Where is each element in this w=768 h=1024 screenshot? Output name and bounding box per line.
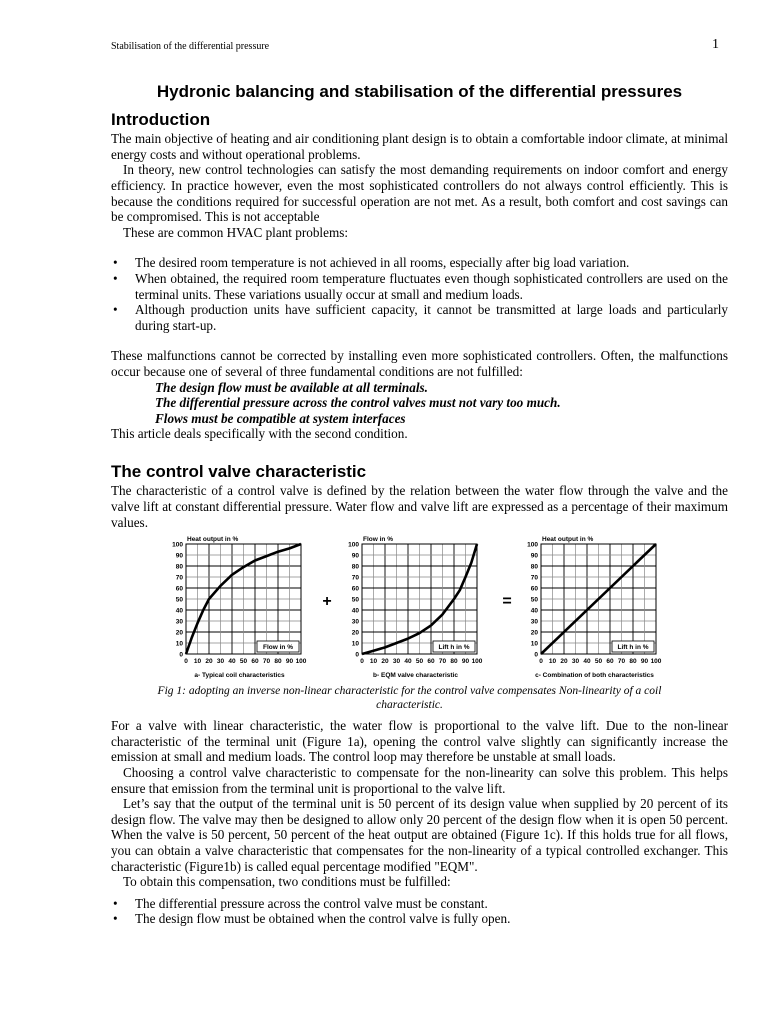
x-tick-label: 80 (629, 658, 637, 666)
y-tick-label: 40 (351, 607, 359, 615)
figure-caption: Fig 1: adopting an inverse non-linear characteristic for the control valve compensates Non-linearity of a coil characteristic. (157, 685, 662, 712)
y-tick-label: 80 (530, 563, 538, 571)
x-tick-label: 100 (650, 658, 662, 666)
y-tick-label: 60 (530, 585, 538, 593)
problem-list (111, 255, 728, 333)
x-tick-label: 80 (274, 658, 282, 666)
paragraph: Let’s say that the output of the terminal unit is 50 percent of its design value when supplied by 20 percent of its design flow. The valve may then be designed to allow only 20 percent of the design flow when it is open 50 percent. When the valve is 50 percent, 50 percent of the heat output are obtained (Figure 1c). If this holds true for all flows, you can obtain a valve characteristic that compensates for the non-linearity of a typical controlled exchanger. This characteristic (Figure1b) is called equal percentage modified "EQM". (111, 796, 728, 874)
plus-sign: + (322, 593, 332, 611)
equals-sign: = (502, 593, 512, 611)
x-tick-label: 90 (640, 658, 649, 666)
x-tick-label: 50 (415, 658, 424, 666)
x-tick-label: 40 (583, 658, 591, 666)
y-tick-label: 50 (351, 596, 359, 604)
y-tick-label: 30 (351, 618, 359, 626)
x-tick-label: 20 (560, 658, 568, 666)
x-tick-label: 80 (450, 658, 458, 666)
paragraph: Choosing a control valve characteristic to compensate for the non-linearity can solve this problem. This helps ensure that emission from the terminal unit is proportional to the valve lift. (111, 765, 728, 796)
x-tick-label: 30 (216, 658, 225, 666)
x-tick-label: 60 (427, 658, 435, 666)
y-tick-label: 40 (530, 607, 538, 615)
running-header: Stabilisation of the differential pressure (111, 41, 270, 52)
x-tick-label: 50 (239, 658, 248, 666)
y-tick-label: 90 (530, 552, 538, 560)
section-heading-control-valve: The control valve characteristic (111, 461, 367, 481)
y-tick-label: 60 (351, 585, 359, 593)
x-tick-label: 40 (228, 658, 236, 666)
x-tick-label: 50 (594, 658, 603, 666)
y-tick-label: 100 (527, 541, 538, 549)
x-tick-label: 20 (205, 658, 213, 666)
x-axis-label: Flow in % (263, 644, 293, 652)
y-axis-label: Heat output in % (542, 536, 594, 544)
condition: The differential pressure across the control valves must not vary too much. (155, 395, 561, 411)
x-tick-label: 0 (184, 658, 188, 666)
x-tick-label: 30 (571, 658, 580, 666)
y-tick-label: 0 (355, 651, 359, 659)
x-tick-label: 70 (438, 658, 447, 666)
y-tick-label: 90 (175, 552, 183, 560)
figure-1 (0, 530, 768, 680)
chart-b (348, 536, 483, 679)
y-tick-label: 100 (348, 541, 359, 549)
x-tick-label: 70 (617, 658, 626, 666)
y-axis-label: Flow in % (363, 536, 393, 544)
x-axis-label: Lift h in % (617, 644, 649, 652)
chart-a (172, 536, 307, 679)
y-tick-label: 80 (175, 563, 183, 571)
y-axis-label: Heat output in % (187, 536, 239, 544)
x-tick-label: 90 (461, 658, 470, 666)
paragraph: To obtain this compensation, two conditions must be fulfilled: (123, 874, 451, 890)
paragraph: These malfunctions cannot be corrected by installing even more sophisticated controllers. Often, the malfunctions occur because one of several of three fundamental conditions are not fulfilled: (111, 348, 728, 379)
y-tick-label: 70 (351, 574, 359, 582)
y-tick-label: 70 (175, 574, 183, 582)
paragraph: The main objective of heating and air conditioning plant design is to obtain a comfortable indoor climate, at minimal energy costs and without operational problems. (111, 131, 728, 162)
y-tick-label: 10 (530, 640, 538, 648)
x-tick-label: 70 (262, 658, 271, 666)
x-axis-label: Lift h in % (438, 644, 470, 652)
y-tick-label: 60 (175, 585, 183, 593)
list-item: • The differential pressure across the control valve must be constant. (111, 896, 728, 912)
x-tick-label: 30 (392, 658, 401, 666)
y-tick-label: 100 (172, 541, 183, 549)
x-tick-label: 0 (539, 658, 543, 666)
list-item: • The desired room temperature is not achieved in all rooms, especially after big load variation. (111, 255, 728, 271)
y-tick-label: 20 (530, 629, 538, 637)
y-tick-label: 20 (175, 629, 183, 637)
y-tick-label: 30 (175, 618, 183, 626)
y-tick-label: 80 (351, 563, 359, 571)
x-tick-label: 100 (295, 658, 307, 666)
section-heading-introduction: Introduction (111, 109, 211, 129)
chart-title: c- Combination of both characteristics (535, 672, 654, 680)
paragraph: The characteristic of a control valve is defined by the relation between the water flow through the valve and the valve lift at constant differential pressure. Water flow and valve lift are expressed as a percentage of their maximum values. (111, 483, 728, 530)
page-title: Hydronic balancing and stabilisation of the differential pressures (156, 82, 683, 101)
y-tick-label: 50 (175, 596, 183, 604)
list-item: • The design flow must be obtained when the control valve is fully open. (111, 911, 728, 927)
x-tick-label: 100 (471, 658, 483, 666)
x-tick-label: 60 (251, 658, 259, 666)
list-item: • Although production units have sufficient capacity, it cannot be transmitted at large loads and particularly during start-up. (111, 302, 728, 333)
x-tick-label: 10 (193, 658, 202, 666)
chart-c (527, 536, 662, 679)
y-tick-label: 10 (351, 640, 359, 648)
x-tick-label: 10 (548, 658, 557, 666)
chart-title: b- EQM valve characteristic (373, 672, 458, 680)
condition: The design flow must be available at all terminals. (155, 379, 428, 395)
x-tick-label: 10 (369, 658, 378, 666)
y-tick-label: 70 (530, 574, 538, 582)
y-tick-label: 30 (530, 618, 538, 626)
x-tick-label: 0 (360, 658, 364, 666)
y-tick-label: 90 (351, 552, 359, 560)
paragraph: This article deals specifically with the second condition. (111, 426, 408, 442)
chart-title: a- Typical coil characteristics (194, 672, 285, 680)
y-tick-label: 0 (534, 651, 538, 659)
x-tick-label: 90 (285, 658, 294, 666)
condition: Flows must be compatible at system interfaces (155, 410, 406, 426)
x-tick-label: 40 (404, 658, 412, 666)
paragraph: These are common HVAC plant problems: (123, 224, 348, 240)
x-tick-label: 20 (381, 658, 389, 666)
x-tick-label: 60 (606, 658, 614, 666)
paragraph: In theory, new control technologies can satisfy the most demanding requirements on indoor comfort and energy efficiency. In practice however, even the most sophisticated controllers do not always control efficiently. This is because the conditions required for successful operation are not met. As a result, both comfort and cost savings can be compromised. This is not acceptable (111, 162, 728, 225)
page-body (111, 84, 728, 927)
y-tick-label: 50 (530, 596, 538, 604)
paragraph: For a valve with linear characteristic, the water flow is proportional to the valve lift. Due to the non-linear characteristic of the terminal unit (Figure 1a), opening the control valve slightly can significantly increase the emission at small and medium loads. The control loop may therefore be unstable at small loads. (111, 718, 728, 765)
y-tick-label: 40 (175, 607, 183, 615)
y-tick-label: 20 (351, 629, 359, 637)
y-tick-label: 0 (179, 651, 183, 659)
page-number: 1 (712, 37, 719, 52)
list-item: • When obtained, the required room temperature fluctuates even though sophisticated controllers are used on the terminal units. These variations usually occur at small and medium loads. (111, 271, 728, 302)
y-tick-label: 10 (175, 640, 183, 648)
condition-list (111, 896, 728, 927)
